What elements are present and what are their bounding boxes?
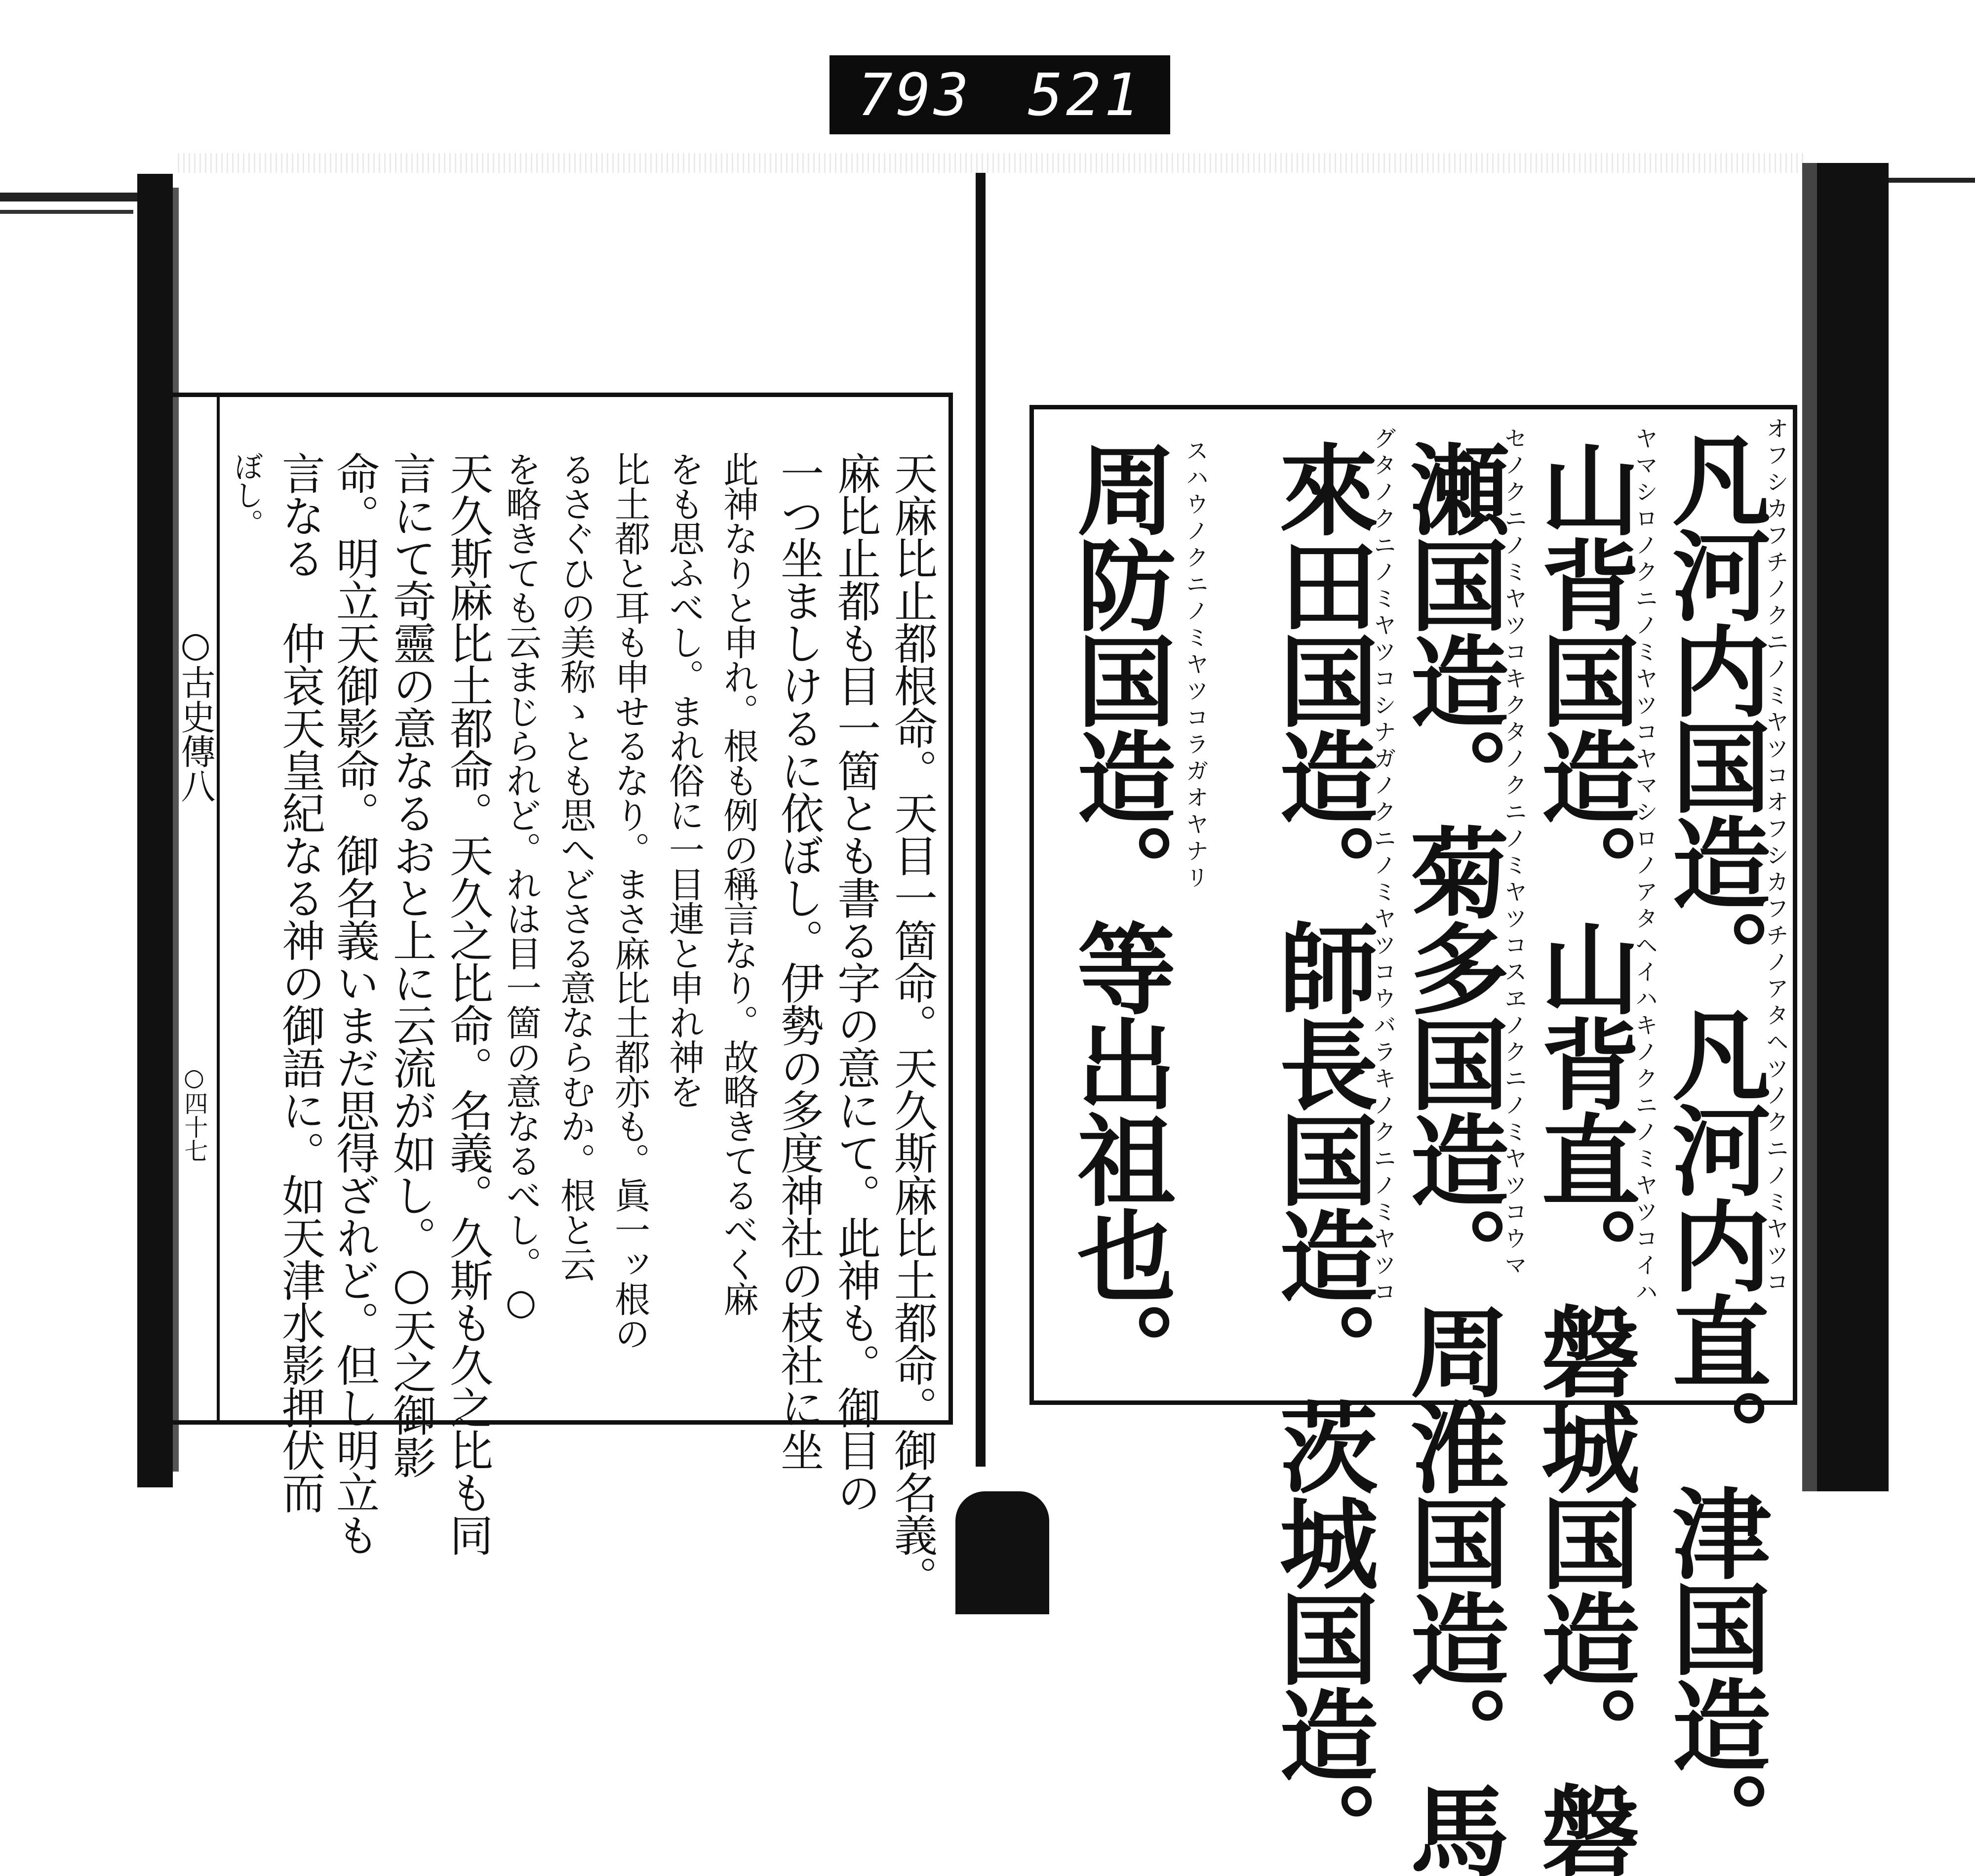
ruby-column-1: オフシカフチノクニノミヤツコオフシカフチノアタヘツノクニノミヤツコ	[1763, 417, 1789, 1297]
reel-number-right: 521	[1027, 61, 1143, 129]
main-column-2: 山背国造。山背直。磐城国造。磐	[1525, 439, 1640, 1876]
right-page-frame	[1029, 405, 1797, 1876]
text-column-12: 言なる 仲哀天皇紀なる神の御語に。如天津水影押伏而	[275, 451, 326, 1513]
main-column-3: 瀬国造。菊多国造。周淮国造。馬	[1394, 439, 1509, 1876]
ruby-column-5: スハウノクニノミヤツコラガオヤナリ	[1183, 439, 1209, 892]
text-column-13: ぼし。	[229, 451, 264, 537]
running-title: ○古史傳八	[175, 624, 216, 803]
left-margin-rule	[0, 193, 148, 201]
microfilm-reel-label	[830, 55, 1170, 134]
page-top-speckle	[178, 153, 1807, 173]
book-gutter	[976, 173, 986, 1467]
text-column-8: を略きても云まじられど。れは目一箇の意なるべし。○	[500, 451, 542, 1321]
text-column-9: 天久斯麻比土都命。天久之比命。名義。久斯も久之比も同	[443, 451, 494, 1556]
ruby-column-3: セノクニノミヤツコキクタノクニノミヤツコスヱノクニノミヤツコウマ	[1501, 427, 1528, 1280]
book-right-edge-inner	[1802, 163, 1817, 1491]
ruby-column-4: グタノクニノミヤツコシナガノクニノミヤツコウバラキノクニノミヤツコ	[1370, 427, 1397, 1307]
text-column-5: をも思ふべし。まれ俗に一目連と申れ神を	[663, 451, 705, 1108]
text-column-10: 言にて奇靈の意なるおと上に云流が如し。○天之御影	[386, 451, 437, 1478]
page-number: ○四十七	[180, 1064, 208, 1162]
text-column-6: 比土都と耳も申せるなり。まさ麻比土都亦も。眞一ッ根の	[609, 451, 650, 1350]
left-header-divider	[217, 397, 220, 1420]
book-tassel	[955, 1491, 1049, 1614]
ruby-column-2: ヤマシロノクニノミヤツコヤマシロノアタヘイハキノクニノミヤツコイハ	[1632, 427, 1659, 1307]
text-column-11: 命。明立天御影命。御名義いまだ思得ざれど。但し明立も	[329, 451, 380, 1556]
main-column-4: 來田国造。師長国造。茨城国造。	[1263, 439, 1378, 1876]
main-column-5: 周防国造。等出祖也。	[1061, 439, 1176, 1397]
text-column-2: 麻比止都も目一箇とも書る字の意にて。此神も。御目の	[830, 451, 881, 1513]
right-margin-rule	[1889, 178, 1975, 183]
main-column-1: 凡河内国造。凡河内直。津国造。	[1656, 429, 1771, 1866]
book-right-edge	[1817, 163, 1889, 1491]
text-column-3: 一つ坐ましけるに依ぼし。伊勢の多度神社の枝社に坐	[774, 451, 825, 1471]
left-page-frame	[168, 393, 953, 1598]
reel-number-left: 793	[857, 61, 972, 129]
text-column-1: 天麻比止都根命。天目一箇命。天久斯麻比土都命。御名義。	[887, 451, 938, 1598]
text-column-4: 此神なりと申れ。根も例の稱言なり。故略きてるべく麻	[717, 451, 759, 1316]
left-margin-rule-thin	[0, 210, 133, 214]
text-column-7: るさぐひの美称ゝとも思へどさる意ならむか。根と云	[554, 451, 596, 1281]
